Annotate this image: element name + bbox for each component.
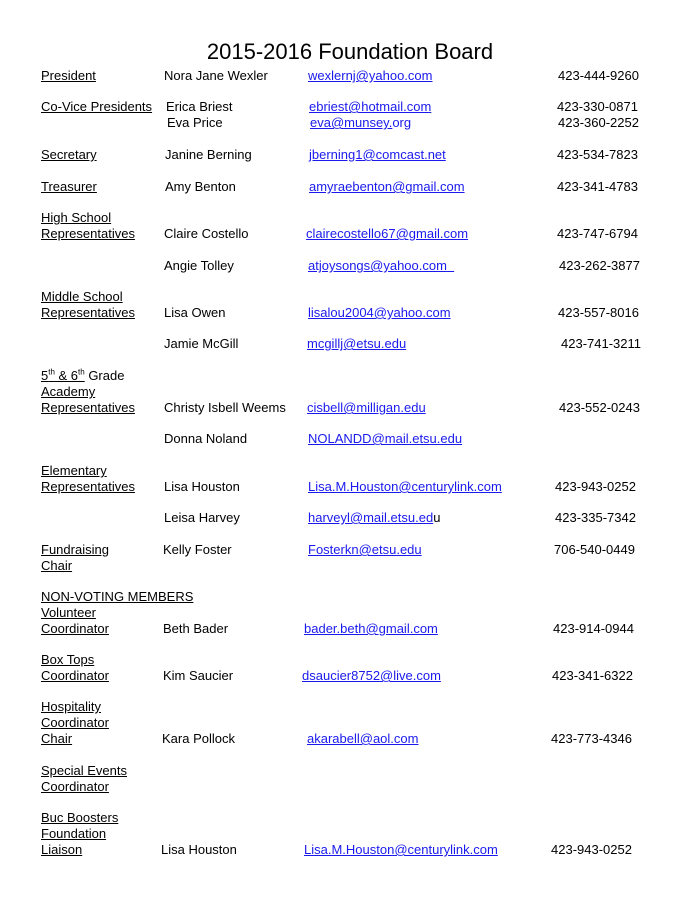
member-email[interactable]: Fosterkn@etsu.edu [308, 542, 422, 557]
role-buc-liaison: Liaison [41, 842, 83, 857]
member-name: Lisa Houston [161, 842, 237, 857]
member-email[interactable]: Lisa.M.Houston@centurylink.com [304, 842, 498, 857]
member-email[interactable]: NOLANDD@mail.etsu.edu [308, 431, 463, 446]
member-name: Kara Pollock [162, 731, 235, 746]
role-volunteer-coordinator: Coordinator [41, 621, 109, 636]
member-email[interactable]: lisalou2004@yahoo.com [308, 305, 451, 320]
member-name: Lisa Houston [164, 479, 240, 494]
role-co-vice-presidents: Co-Vice Presidents [41, 99, 153, 114]
role-hospitality-chair: Chair [41, 731, 73, 746]
member-phone: 423-341-6322 [552, 668, 633, 683]
role-buc-foundation: Foundation [41, 826, 107, 841]
member-phone: 423-943-0252 [555, 479, 636, 494]
member-phone: 423-943-0252 [551, 842, 632, 857]
member-name: Claire Costello [164, 226, 249, 241]
member-phone: 423-773-4346 [551, 731, 632, 746]
member-email[interactable]: ebriest@hotmail.com [309, 99, 432, 114]
member-email[interactable]: amyraebenton@gmail.com [309, 179, 465, 194]
role-box-tops-coordinator: Coordinator [41, 668, 109, 683]
role-fundraising: Fundraising [41, 542, 109, 557]
role-high-school: High School [41, 210, 112, 225]
role-fundraising-chair: Chair [41, 558, 73, 573]
member-email[interactable]: mcgillj@etsu.edu [307, 336, 407, 351]
member-name: Janine Berning [165, 147, 252, 162]
member-name: Leisa Harvey [164, 510, 240, 525]
role-secretary: Secretary [41, 147, 97, 162]
member-name: Nora Jane Wexler [164, 68, 268, 83]
member-phone: 423-534-7823 [557, 147, 638, 162]
role-special-events-coordinator: Coordinator [41, 779, 109, 794]
role-academy: Academy [41, 384, 96, 399]
member-name: Kelly Foster [163, 542, 232, 557]
member-phone: 706-540-0449 [554, 542, 635, 557]
role-buc-boosters: Buc Boosters [41, 810, 119, 825]
member-phone: 423-262-3877 [559, 258, 640, 273]
member-name: Donna Noland [164, 431, 248, 446]
role-academy-reps: Representatives [41, 400, 135, 415]
member-phone: 423-330-0871 [557, 99, 638, 114]
role-elementary-reps: Representatives [41, 479, 135, 494]
member-email[interactable]: jberning1@comcast.net [309, 147, 446, 162]
member-phone: 423-360-2252 [558, 115, 639, 130]
member-name: Amy Benton [165, 179, 236, 194]
role-president: President [41, 68, 96, 83]
role-elementary: Elementary [41, 463, 107, 478]
role-box-tops: Box Tops [41, 652, 95, 667]
member-name: Eva Price [167, 115, 223, 130]
role-hospitality: Hospitality [41, 699, 101, 714]
role-grade-5-6: 5th & 6th Grade [41, 367, 125, 383]
role-middle-school-reps: Representatives [41, 305, 135, 320]
member-phone: 423-741-3211 [561, 336, 641, 351]
member-email[interactable]: harveyl@mail.etsu.edu [308, 510, 441, 525]
member-email[interactable]: dsaucier8752@live.com [302, 668, 441, 683]
member-name: Christy Isbell Weems [164, 400, 286, 415]
member-email[interactable]: cisbell@milligan.edu [307, 400, 426, 415]
member-name: Angie Tolley [164, 258, 234, 273]
member-phone: 423-444-9260 [558, 68, 639, 83]
member-name: Beth Bader [163, 621, 229, 636]
member-email[interactable]: clairecostello67@gmail.com [306, 226, 469, 241]
member-phone: 423-335-7342 [555, 510, 636, 525]
member-email[interactable]: eva@munsey.org [310, 115, 412, 130]
member-name: Erica Briest [166, 99, 233, 114]
member-phone: 423-557-8016 [558, 305, 639, 320]
role-hospitality-coordinator: Coordinator [41, 715, 109, 730]
member-email[interactable]: atjoysongs@yahoo.com [308, 258, 447, 273]
member-email[interactable]: akarabell@aol.com [307, 731, 419, 746]
member-phone: 423-341-4783 [557, 179, 638, 194]
role-middle-school: Middle School [41, 289, 123, 304]
member-phone: 423-914-0944 [553, 621, 634, 636]
member-name: Lisa Owen [164, 305, 226, 320]
page-title: 2015-2016 Foundation Board [206, 39, 494, 64]
member-email[interactable]: bader.beth@gmail.com [304, 621, 438, 636]
member-phone: 423-552-0243 [559, 400, 640, 415]
role-volunteer: Volunteer [41, 605, 96, 620]
member-name: Jamie McGill [164, 336, 239, 351]
member-email[interactable]: wexlernj@yahoo.com [308, 68, 433, 83]
role-treasurer: Treasurer [41, 179, 97, 194]
section-non-voting: NON-VOTING MEMBERS [41, 589, 194, 604]
member-name: Kim Saucier [163, 668, 234, 683]
role-high-school-reps: Representatives [41, 226, 135, 241]
member-email[interactable]: Lisa.M.Houston@centurylink.com [308, 479, 502, 494]
role-special-events: Special Events [41, 763, 127, 778]
member-phone: 423-747-6794 [557, 226, 638, 241]
